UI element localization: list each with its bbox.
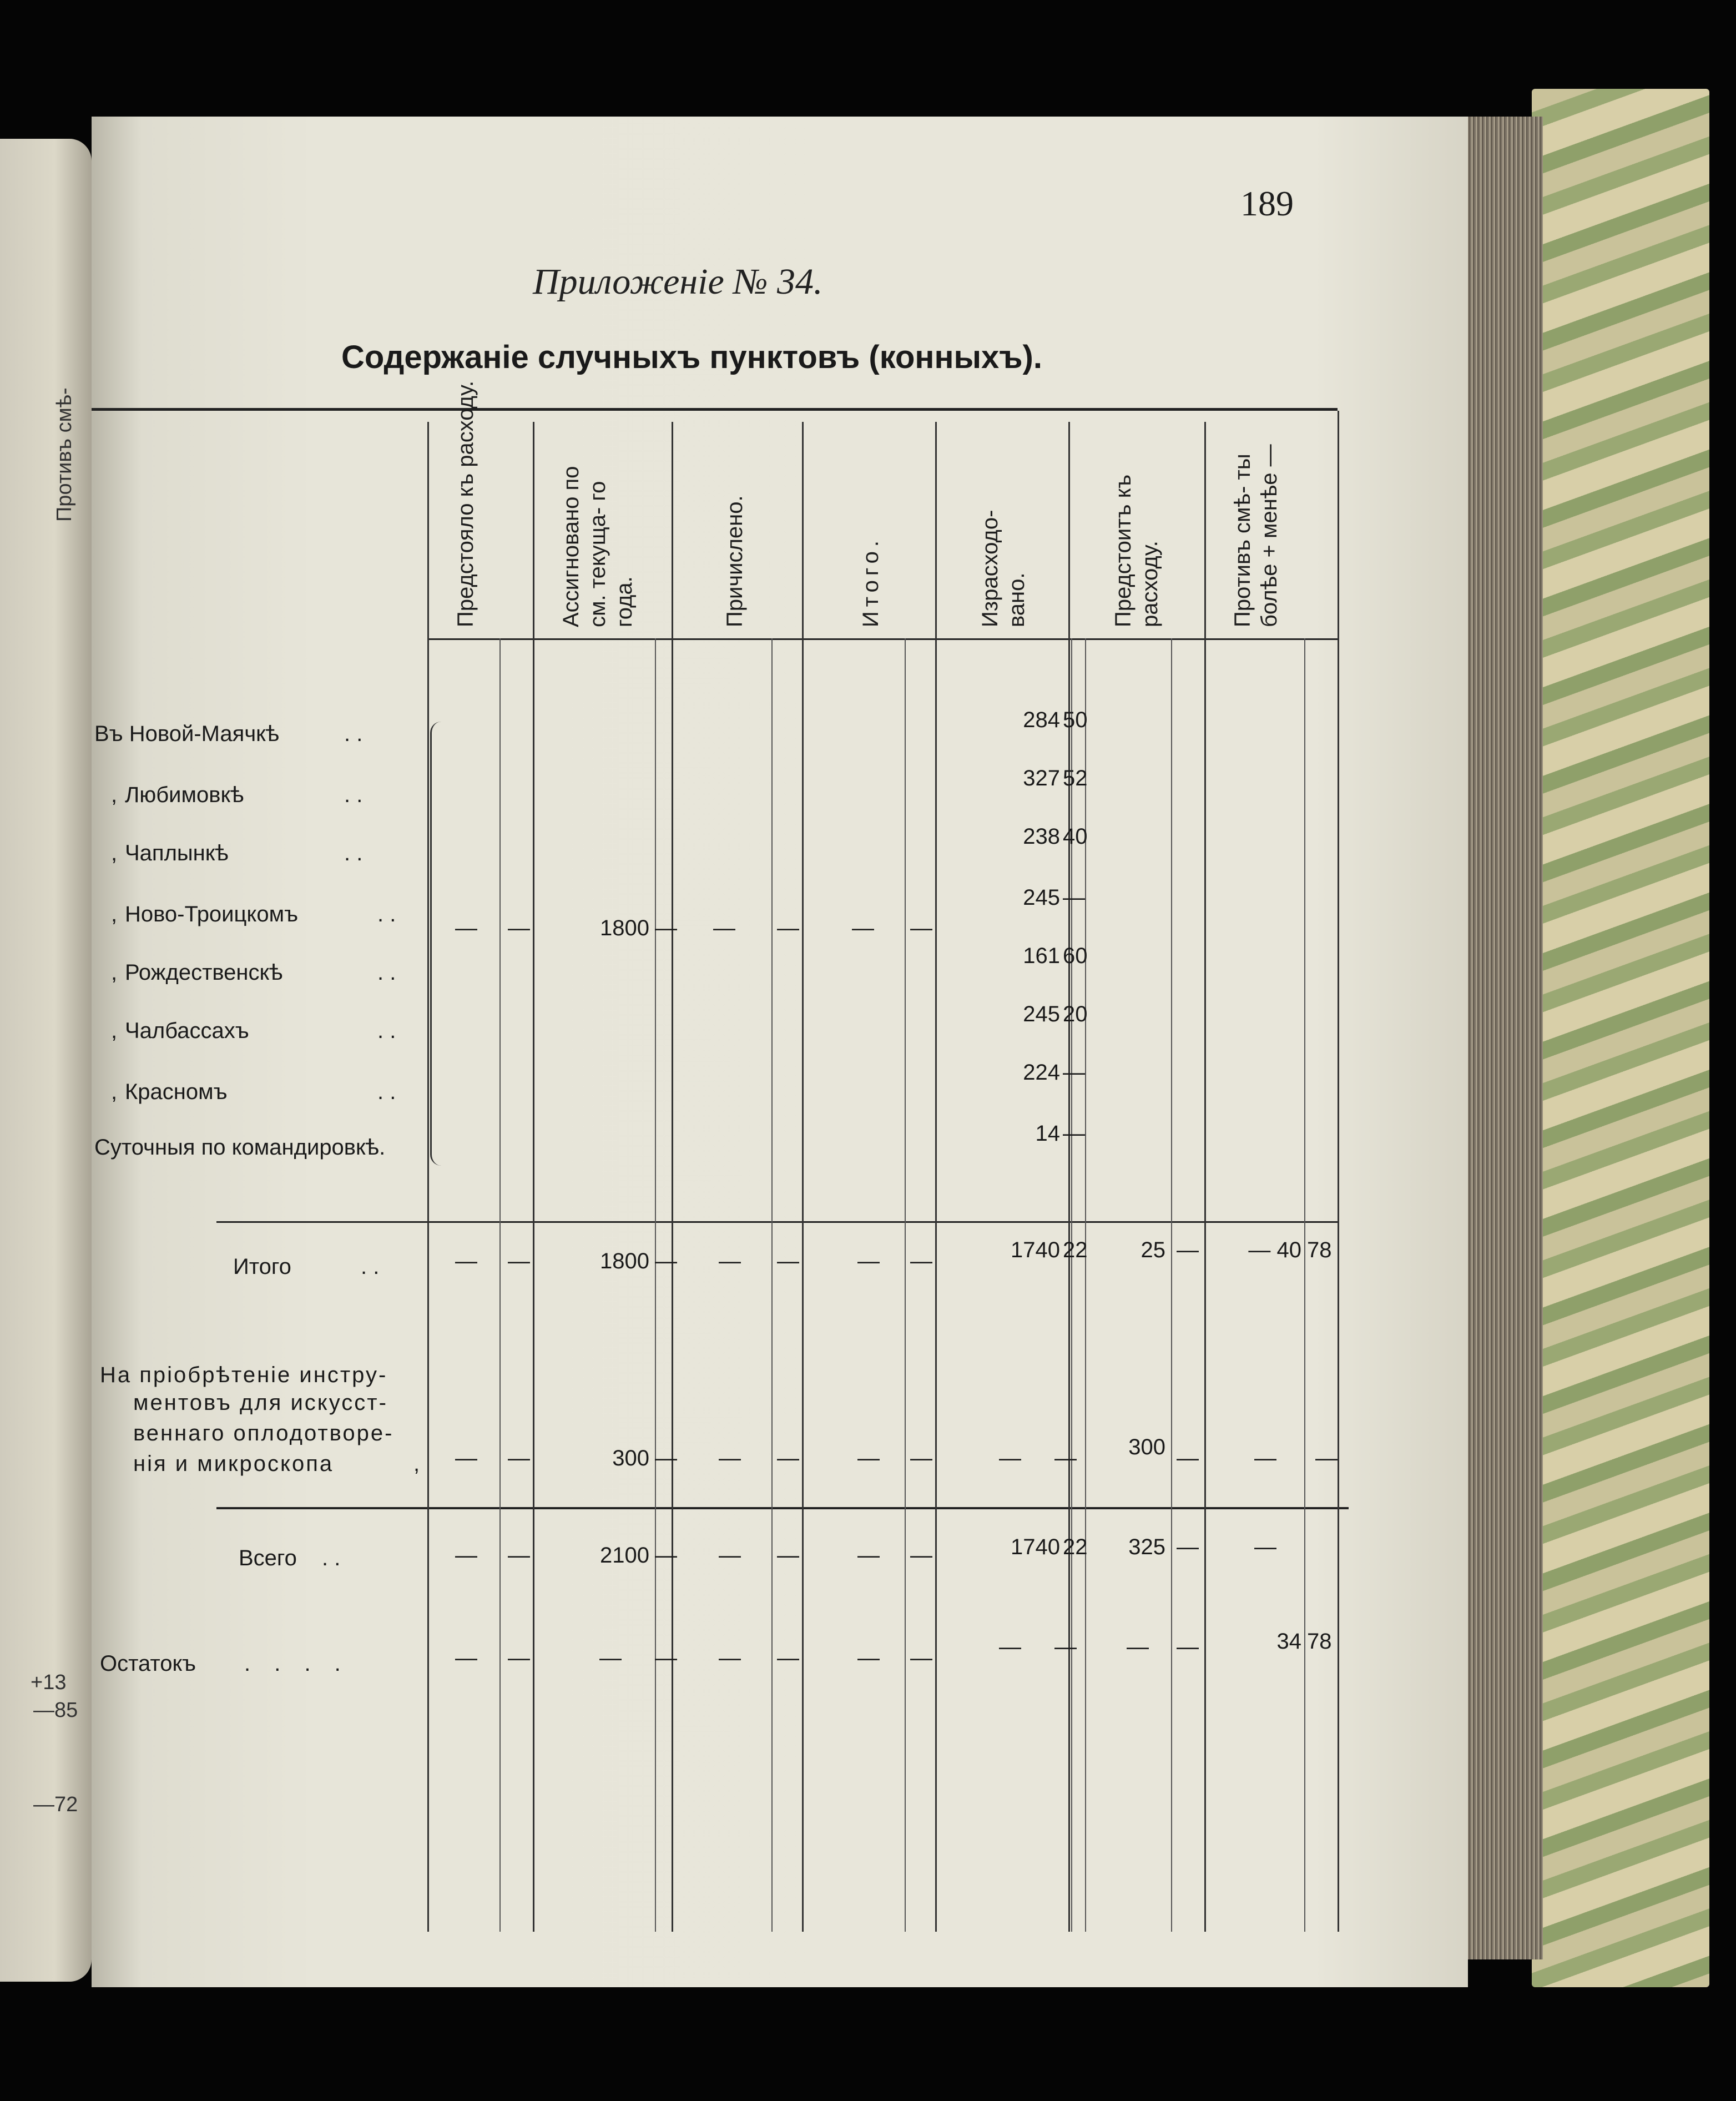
- spent-kopecks: —: [1063, 1121, 1085, 1146]
- ditto-mark: ,: [111, 783, 118, 807]
- ditto-mark: ,: [111, 1019, 118, 1043]
- block-assigned-dash: —: [655, 916, 677, 940]
- vsego-assigned-dash: —: [655, 1543, 677, 1568]
- itogo-spent-kopecks: 22: [1063, 1238, 1088, 1262]
- spent-kopecks: 52: [1063, 766, 1088, 790]
- spent-kopecks: 20: [1063, 1002, 1088, 1026]
- vsego-pending-dash: —: [455, 1543, 477, 1568]
- book-cover-marbled: [1532, 89, 1709, 1987]
- col-header-assigned: Ассигновано по см. текуща- го года.: [559, 466, 637, 627]
- page-number: 189: [1240, 184, 1294, 223]
- block-pending-dash: —: [455, 916, 477, 940]
- row-label: Рождественскѣ: [125, 960, 283, 985]
- itogo-pending-dash: —: [455, 1249, 477, 1273]
- itogo-assigned-dash: —: [655, 1249, 677, 1273]
- instruments-pending-dash: —: [508, 1446, 530, 1470]
- ditto-mark: ,: [111, 960, 118, 985]
- spent-value: 284: [1023, 708, 1060, 732]
- appendix-title: Приложеніе № 34.: [533, 261, 823, 302]
- spent-value: 161: [1023, 944, 1060, 968]
- itogo-added-dash: —: [777, 1249, 799, 1273]
- left-page-fragment: +13: [31, 1671, 67, 1694]
- itogo-added-dash: —: [719, 1249, 741, 1273]
- col-header-added: Причислено.: [723, 495, 747, 627]
- col-subdivider: [771, 638, 773, 1932]
- header-bottom-rule: [427, 638, 1338, 640]
- vsego-label: Всего: [239, 1546, 297, 1570]
- row-label: Въ Новой-Маячкѣ: [94, 722, 280, 746]
- block-added-dash: —: [713, 916, 735, 940]
- row-label: Суточныя по командировкѣ.: [94, 1135, 386, 1160]
- leader-dots: . .: [344, 841, 363, 865]
- ostatok-dash: —: [655, 1646, 677, 1670]
- row-label: Любимовкѣ: [125, 783, 244, 807]
- itogo-remaining: 25: [1140, 1238, 1165, 1262]
- vsego-assigned: 2100: [600, 1543, 649, 1568]
- vsego-spent: 1740: [1011, 1535, 1060, 1559]
- vsego-pending-dash: —: [508, 1543, 530, 1568]
- spent-value: 224: [1023, 1060, 1060, 1085]
- left-page-header-fragment: Противъ смѣ-: [53, 387, 76, 522]
- leader-dots: . . . .: [244, 1651, 350, 1676]
- instruments-line: нія и микроскопа: [133, 1452, 334, 1476]
- col-divider: [1068, 422, 1070, 1932]
- ostatok-dash: —: [508, 1646, 530, 1670]
- spent-kopecks: 40: [1063, 824, 1088, 849]
- vsego-rule: [216, 1507, 1349, 1509]
- spent-value: 245: [1023, 885, 1060, 910]
- itogo-rule: [216, 1221, 1338, 1223]
- ditto-mark: ,: [111, 1080, 118, 1104]
- instruments-total-dash: —: [857, 1446, 880, 1470]
- vsego-added-dash: —: [777, 1543, 799, 1568]
- row-label: Чалбассахъ: [125, 1019, 249, 1043]
- ostatok-dash: —: [857, 1646, 880, 1670]
- leader-dots: . .: [377, 960, 396, 985]
- instruments-added-dash: —: [719, 1446, 741, 1470]
- col-subdivider: [655, 638, 656, 1932]
- leader-dot: ,: [413, 1452, 420, 1476]
- leader-dots: . .: [344, 722, 363, 746]
- vsego-total-dash: —: [857, 1543, 880, 1568]
- col-subdivider: [1171, 638, 1172, 1932]
- leader-dots: . .: [322, 1546, 341, 1570]
- leader-dots: . .: [377, 1019, 396, 1043]
- ditto-mark: ,: [111, 902, 118, 926]
- leader-dots: . .: [344, 783, 363, 807]
- spent-value: 245: [1023, 1002, 1060, 1026]
- vsego-added-dash: —: [719, 1543, 741, 1568]
- itogo-total-dash: —: [857, 1249, 880, 1273]
- left-page-fragment: —72: [33, 1793, 78, 1816]
- instruments-assigned: 300: [612, 1446, 649, 1470]
- ostatok-dash: —: [599, 1646, 622, 1670]
- col-header-pending: Предстояло къ расходу.: [453, 380, 478, 627]
- vsego-total-dash: —: [910, 1543, 932, 1568]
- spent-value: 327: [1023, 766, 1060, 790]
- page-title: Содержаніе случныхъ пунктовъ (конныхъ).: [341, 339, 1042, 375]
- spent-value: 14: [1035, 1121, 1060, 1146]
- instruments-remaining-dash: —: [1177, 1446, 1199, 1470]
- itogo-total-dash: —: [910, 1249, 932, 1273]
- ostatok-dash: —: [910, 1646, 932, 1670]
- itogo-pending-dash: —: [508, 1249, 530, 1273]
- left-page-fragment: —85: [33, 1699, 78, 1722]
- spent-value: 238: [1023, 824, 1060, 849]
- instruments-line: ментовъ для искусст-: [133, 1390, 388, 1415]
- col-subdivider: [905, 638, 906, 1932]
- spent-kopecks: —: [1063, 885, 1085, 910]
- leader-dots: . .: [361, 1254, 380, 1279]
- ostatok-dash: —: [999, 1635, 1021, 1659]
- col-header-diff: Противъ смѣ- ты болѣе + менѣе —: [1230, 444, 1281, 627]
- ostatok-dash: —: [777, 1646, 799, 1670]
- spent-kopecks: 60: [1063, 944, 1088, 968]
- ostatok-diff-kopecks: 78: [1307, 1629, 1332, 1654]
- block-assigned: 1800: [600, 916, 649, 940]
- instruments-line: веннаго оплодотворе-: [133, 1421, 394, 1445]
- itogo-remaining-dash: —: [1177, 1238, 1199, 1262]
- spent-kopecks: 50: [1063, 708, 1088, 732]
- table-top-rule: [92, 408, 1338, 411]
- row-label: Чаплынкѣ: [125, 841, 229, 865]
- col-divider: [935, 422, 937, 1932]
- col-divider: [802, 422, 804, 1932]
- ostatok-dash: —: [1054, 1635, 1077, 1659]
- itogo-spent: 1740: [1011, 1238, 1060, 1262]
- col-header-spent: Израсходо- вано.: [978, 510, 1029, 627]
- vsego-diff-dash: —: [1254, 1535, 1276, 1559]
- instruments-total-dash: —: [910, 1446, 932, 1470]
- col-divider: [533, 422, 534, 1932]
- vsego-remaining-dash: —: [1177, 1535, 1199, 1559]
- row-label: Красномъ: [125, 1080, 228, 1104]
- block-pending-dash: —: [508, 916, 530, 940]
- instruments-assigned-dash: —: [655, 1446, 677, 1470]
- instruments-line: На пріобрѣтеніе инстру-: [100, 1363, 388, 1387]
- col-header-remaining: Предстоитъ къ расходу.: [1111, 474, 1162, 627]
- vsego-remaining: 325: [1128, 1535, 1165, 1559]
- ostatok-dash: —: [1127, 1635, 1149, 1659]
- instruments-diff-dash: —: [1254, 1446, 1276, 1470]
- itogo-diff-kopecks: 78: [1307, 1238, 1332, 1262]
- row-label: Ново-Троицкомъ: [125, 902, 299, 926]
- instruments-spent-dash: —: [1054, 1446, 1077, 1470]
- col-divider: [672, 422, 673, 1932]
- vsego-spent-kopecks: 22: [1063, 1535, 1088, 1559]
- instruments-diff-dash: —: [1315, 1446, 1338, 1470]
- leader-dots: . .: [377, 902, 396, 926]
- instruments-remaining: 300: [1128, 1435, 1165, 1459]
- ostatok-dash: —: [455, 1646, 477, 1670]
- itogo-diff: — 40: [1248, 1238, 1301, 1262]
- group-brace: [430, 722, 445, 1166]
- col-subdivider: [1304, 638, 1305, 1932]
- instruments-added-dash: —: [777, 1446, 799, 1470]
- instruments-spent-dash: —: [999, 1446, 1021, 1470]
- col-header-total: Итого.: [859, 536, 883, 627]
- col-divider: [1338, 411, 1339, 1932]
- ostatok-diff: 34: [1276, 1629, 1301, 1654]
- left-page-edge: [0, 139, 92, 1982]
- leader-dots: . .: [377, 1080, 396, 1104]
- spent-kopecks: —: [1063, 1060, 1085, 1085]
- col-divider: [1204, 422, 1206, 1932]
- page-edges: [1465, 117, 1543, 1959]
- itogo-label: Итого: [233, 1254, 291, 1279]
- block-added-dash: —: [777, 916, 799, 940]
- ostatok-label: Остатокъ: [100, 1651, 196, 1676]
- block-total-dash: —: [852, 916, 874, 940]
- ostatok-dash: —: [719, 1646, 741, 1670]
- block-total-dash: —: [910, 916, 932, 940]
- col-divider: [427, 422, 429, 1932]
- instruments-pending-dash: —: [455, 1446, 477, 1470]
- ditto-mark: ,: [111, 841, 118, 865]
- col-subdivider: [499, 638, 501, 1932]
- itogo-assigned: 1800: [600, 1249, 649, 1273]
- right-page: [92, 117, 1468, 1987]
- ostatok-dash: —: [1177, 1635, 1199, 1659]
